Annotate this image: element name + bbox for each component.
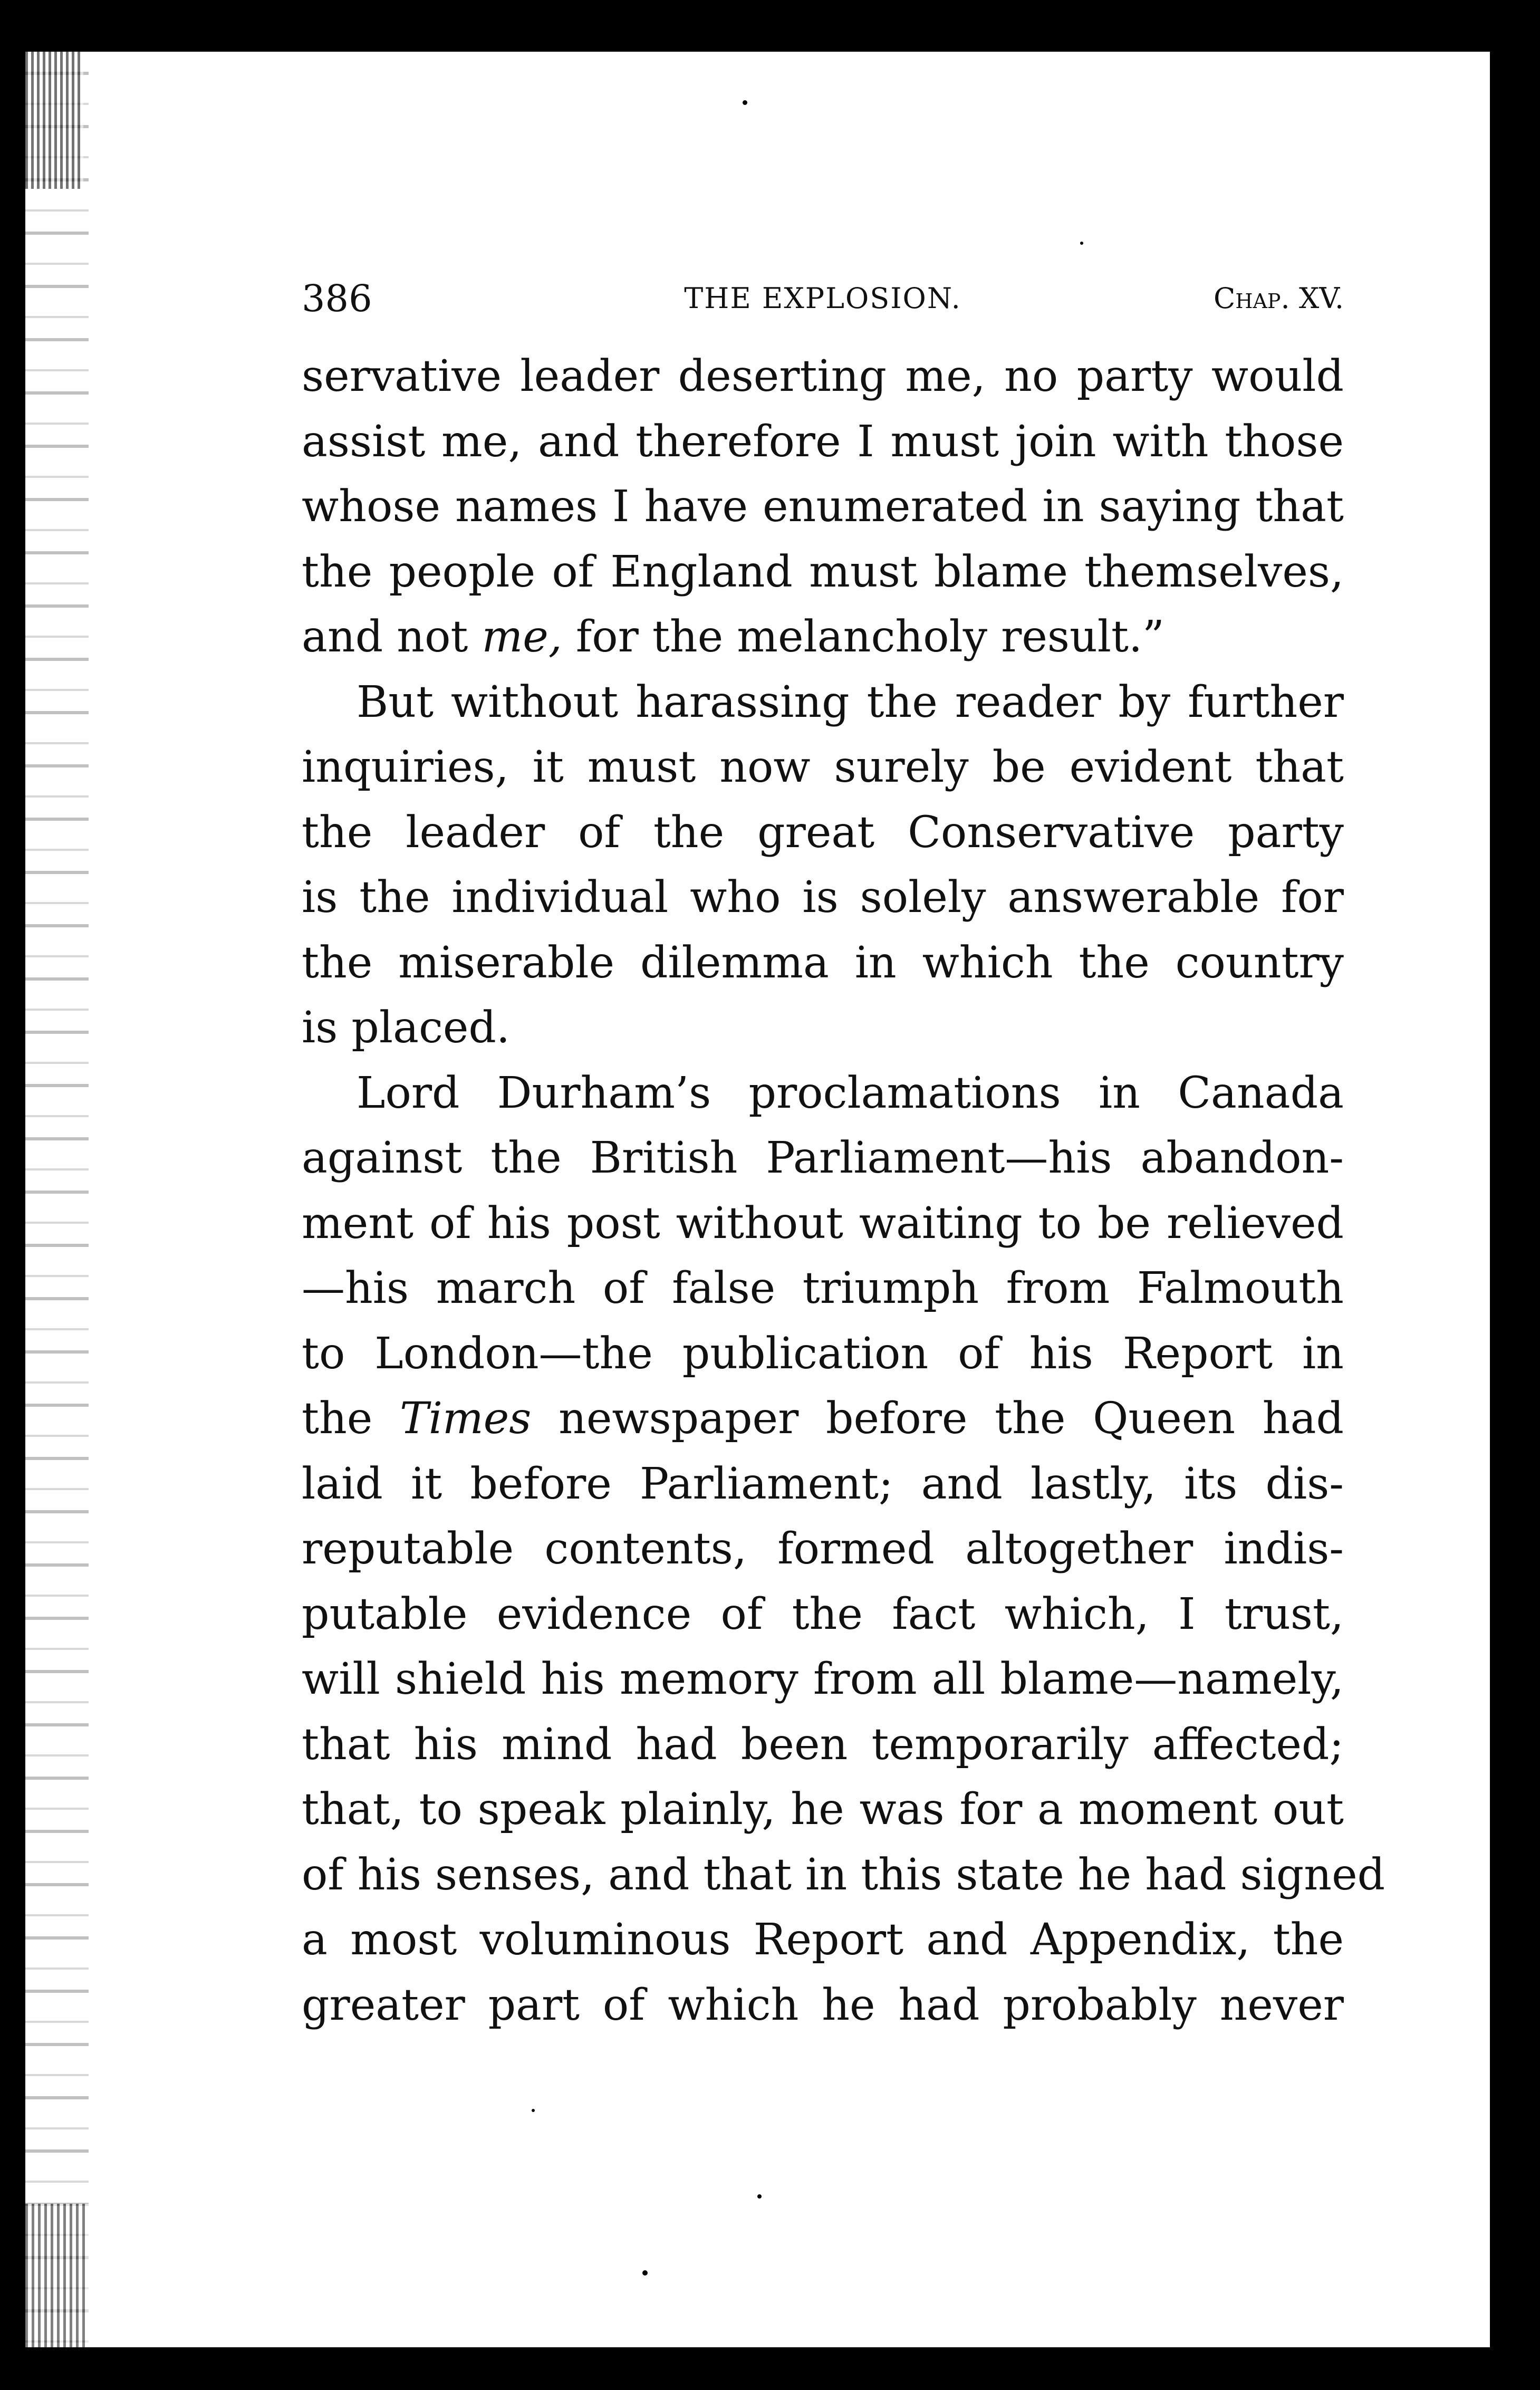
text-run: and not [302,612,468,662]
text-line: reputable contents, formed altogether indis- [302,1524,1344,1574]
text-line: laid it before Parliament; and lastly, its dis- [302,1458,1344,1509]
paragraph-first-line: But without harassing the reader by further [357,677,1344,727]
text-line: —his march of false triumph from Falmouth [302,1263,1344,1313]
text-line: assist me, and therefore I must join with those [302,416,1344,467]
body-text [302,344,1385,2038]
adjacent-page-edge [1468,52,1490,2347]
text-line: will shield his memory from all blame—namely, [302,1654,1344,1704]
text-line: putable evidence of the fact which, I trust, [302,1589,1344,1639]
page-number: 386 [302,277,372,320]
italic-word: me, [482,612,562,662]
page-edge-top-marks [25,52,83,189]
italic-word: Times [400,1394,532,1444]
scan-speck [1080,242,1083,245]
text-run: the [302,1394,373,1444]
text-line [302,1386,1344,1452]
text-run: newspaper before the Queen had [559,1394,1344,1444]
text-line: to London—the publication of his Report in [302,1328,1344,1379]
scan-speck [743,100,747,105]
text-line: whose names I have enumerated in saying that [302,482,1344,532]
text-line: the leader of the great Conservative party [302,807,1344,858]
text-line: against the British Parliament—his abandon- [302,1133,1344,1183]
text-line: a most voluminous Report and Appendix, the [302,1915,1344,1965]
text-line: that his mind had been temporarily affected; [302,1719,1344,1770]
text-line: the people of England must blame themselves, [302,546,1344,597]
text-line: of his senses, and that in this state he had signed [302,1849,1385,1900]
text-line: is the individual who is solely answerable for [302,872,1344,923]
text-line: inquiries, it must now surely be evident that [302,742,1344,792]
chapter-label: Chap. XV. [1214,282,1344,315]
scan-speck [532,2109,535,2112]
text-line: the miserable dilemma in which the country [302,937,1344,988]
running-title: THE EXPLOSION. [684,282,961,315]
text-line: that, to speak plainly, he was for a moment out [302,1784,1344,1835]
scan-speck [757,2194,762,2199]
text-line [302,604,1344,670]
text-line: greater part of which he had probably never [302,1980,1344,2030]
paragraph-first-line: Lord Durham’s proclamations in Canada [357,1068,1344,1118]
text-line: is placed. [302,1003,510,1053]
text-line: servative leader deserting me, no party would [302,351,1344,401]
text-line: ment of his post without waiting to be relieved [302,1198,1344,1249]
page-text [302,274,1385,2038]
page-edge-bottom-marks [25,2204,89,2347]
text-run: for the melancholy result.” [575,612,1164,662]
scan-speck [642,2270,648,2276]
page-edge-shadow [25,52,89,2347]
page-header [302,274,1344,323]
